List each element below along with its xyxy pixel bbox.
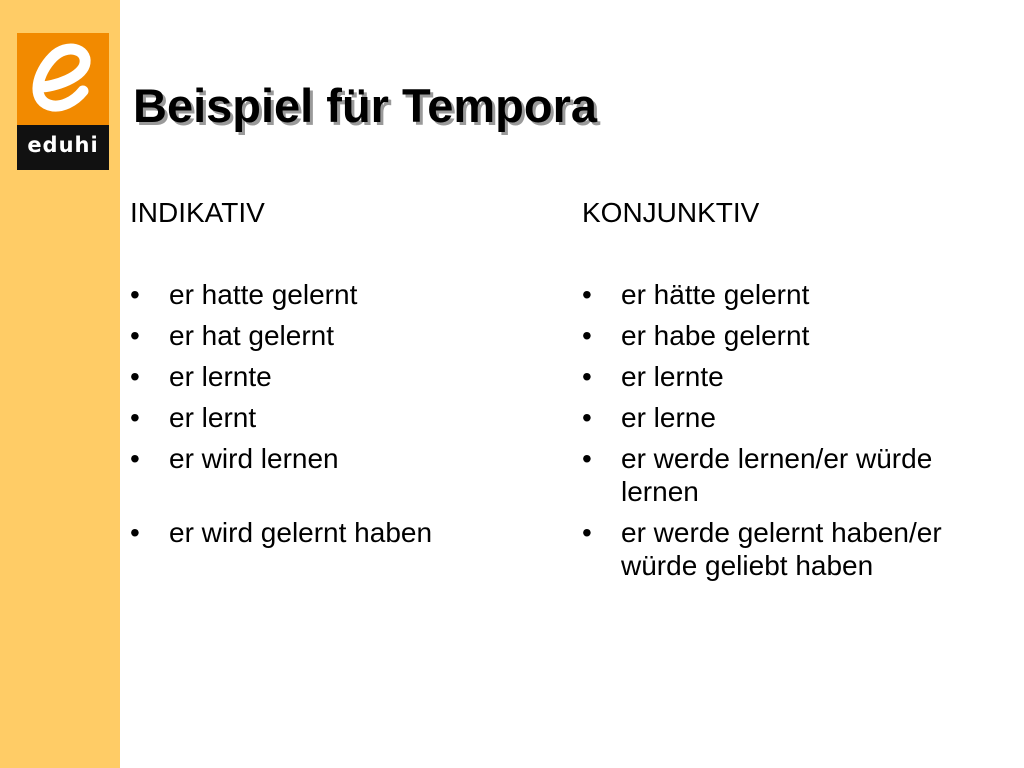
eduhi-logo (17, 33, 109, 170)
indikativ-heading: INDIKATIV (130, 197, 265, 228)
bullet-icon: • (582, 443, 592, 474)
bullet-icon: • (582, 517, 592, 548)
bullet-icon: • (130, 361, 140, 392)
konjunktiv-list (582, 278, 982, 582)
bullet-icon: • (582, 320, 592, 351)
list-item-text: er habe gelernt (621, 320, 810, 351)
bullet-icon: • (130, 402, 140, 433)
list-item (582, 319, 982, 352)
list-item (130, 360, 530, 393)
logo-orange-square (17, 33, 109, 125)
list-item (582, 516, 982, 582)
indikativ-column (130, 196, 530, 557)
bullet-icon: • (582, 361, 592, 392)
list-item-text: er werde lernen/er würde lernen (621, 443, 933, 507)
list-item (582, 442, 982, 508)
list-item-text: er wird lernen (169, 443, 339, 474)
list-item (130, 401, 530, 434)
konjunktiv-column (582, 196, 982, 590)
list-item-text: er wird gelernt haben (169, 517, 433, 548)
list-item (582, 360, 982, 393)
bullet-icon: • (130, 443, 140, 474)
logo-brand-text: eduhi (27, 133, 99, 157)
list-item-text: er hatte gelernt (169, 279, 358, 310)
list-item-text: er hätte gelernt (621, 279, 810, 310)
list-item (582, 401, 982, 434)
list-item-text: er lerne (621, 402, 716, 433)
indikativ-list (130, 278, 530, 549)
konjunktiv-heading: KONJUNKTIV (582, 197, 760, 228)
list-item-text: er lernte (621, 361, 724, 392)
list-item (130, 442, 530, 475)
bullet-icon: • (582, 402, 592, 433)
bullet-icon: • (130, 279, 140, 310)
list-item (130, 516, 530, 549)
slide-title: Beispiel für Tempora (133, 79, 598, 132)
bullet-icon: • (130, 320, 140, 351)
list-item-text: er lernte (169, 361, 272, 392)
list-item (130, 278, 530, 311)
list-item (582, 278, 982, 311)
bullet-icon: • (582, 279, 592, 310)
list-item-text: er lernt (169, 402, 257, 433)
list-item-text: er werde gelernt haben/er würde geliebt haben (621, 517, 942, 581)
bullet-icon: • (130, 517, 140, 548)
e-letter-icon (17, 33, 109, 125)
list-item (130, 319, 530, 352)
list-item-text: er hat gelernt (169, 320, 334, 351)
